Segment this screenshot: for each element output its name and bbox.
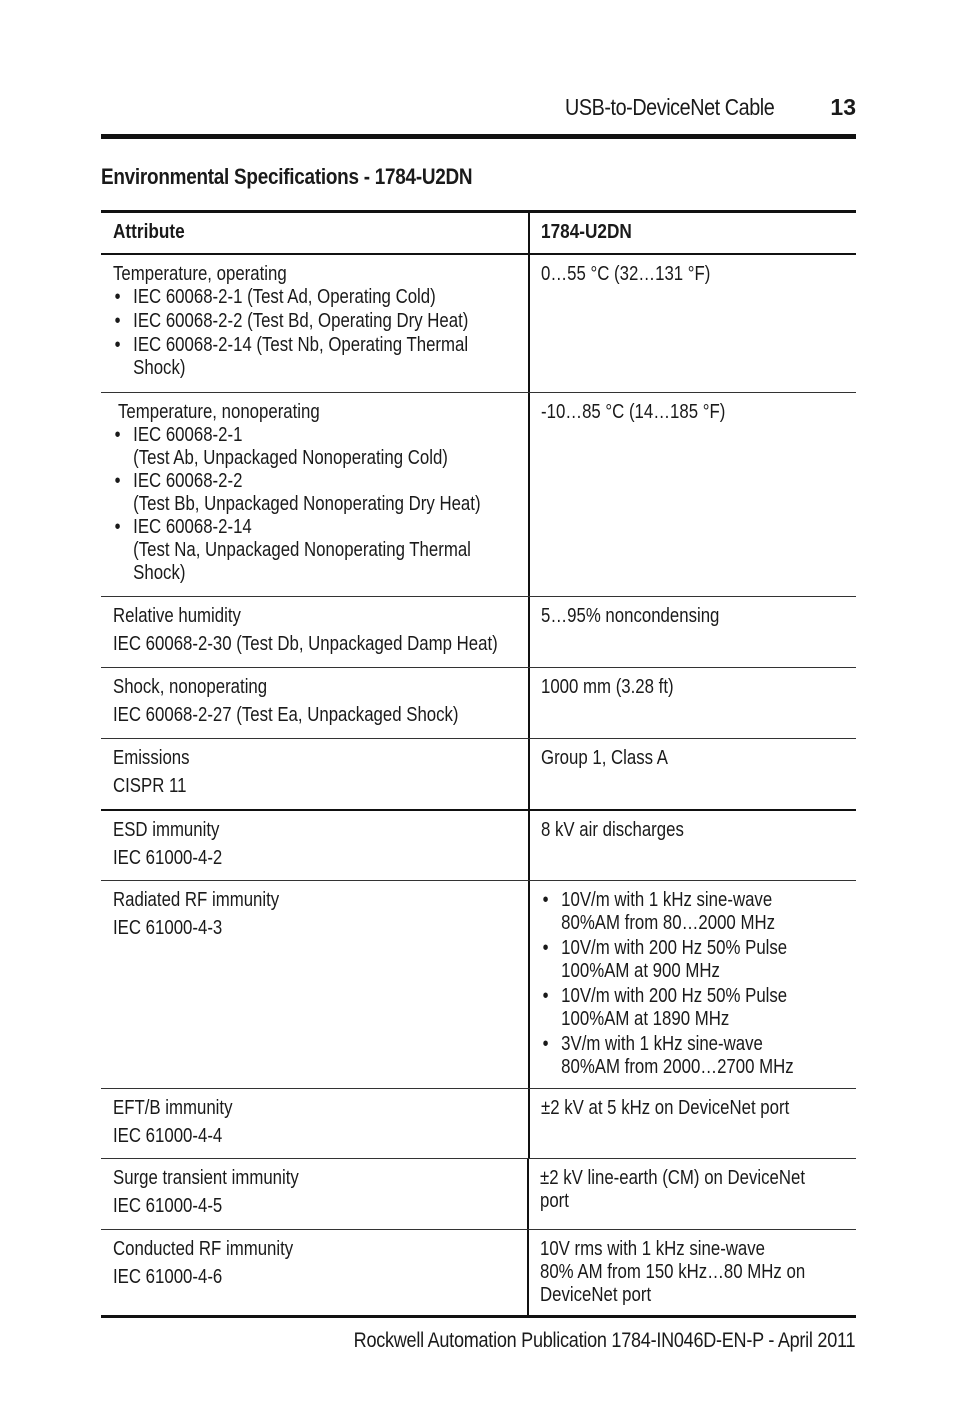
attribute-label: Radiated RF immunity [113, 889, 280, 911]
value-text: 0…55 °C (32…131 °F) [541, 263, 711, 285]
value-bullet: • 3V/m with 1 kHz sine-wave 80%AM from 2000…2700 MHz [541, 1033, 806, 1079]
attribute-label: Conducted RF immunity [113, 1238, 294, 1260]
table-row [101, 1230, 856, 1315]
table-row [101, 881, 856, 1089]
attribute-label: Temperature, nonoperating [118, 401, 320, 423]
table-row [101, 1159, 856, 1230]
page-number: 13 [830, 94, 856, 120]
publication-footer: Rockwell Automation Publication 1784-IN046D-EN-P - April 2011 [353, 1329, 855, 1352]
header-rule [101, 134, 856, 139]
attribute-standard: IEC 61000-4-2 [113, 847, 223, 869]
table-row [101, 668, 856, 739]
attribute-label: Shock, nonoperating [113, 676, 268, 698]
table-row [101, 597, 856, 668]
attribute-continuation: Shock) [133, 562, 186, 584]
table-row [101, 1089, 856, 1159]
attribute-label: Temperature, operating [113, 263, 287, 285]
column-header-model: 1784-U2DN [541, 221, 632, 243]
table-row [101, 393, 856, 597]
value-line: 10V rms with 1 kHz sine-wave [540, 1238, 766, 1260]
value-text: 8 kV air discharges [541, 819, 684, 841]
header-title: USB-to-DeviceNet Cable [565, 94, 775, 120]
attribute-standard: IEC 61000-4-5 [113, 1195, 223, 1217]
value-text: 1000 mm (3.28 ft) [541, 676, 674, 698]
value-text: ±2 kV at 5 kHz on DeviceNet port [541, 1097, 790, 1119]
column-header-attribute: Attribute [113, 221, 185, 243]
attribute-label: Relative humidity [113, 605, 241, 627]
attribute-label: Surge transient immunity [113, 1167, 299, 1189]
table-row [101, 739, 856, 811]
attribute-standard: IEC 61000-4-6 [113, 1266, 223, 1288]
attribute-continuation: (Test Ab, Unpackaged Nonoperating Cold) [133, 447, 448, 469]
table-row [101, 811, 856, 881]
attribute-bullet: • IEC 60068-2-14 [113, 516, 462, 539]
attribute-bullet: • IEC 60068-2-1 (Test Ad, Operating Cold) [113, 286, 462, 309]
value-bullet: • 10V/m with 200 Hz 50% Pulse 100%AM at 900 MHz [541, 937, 806, 983]
attribute-standard: IEC 61000-4-3 [113, 917, 223, 939]
attribute-bullet: • IEC 60068-2-2 [113, 470, 462, 493]
value-line: ±2 kV line-earth (CM) on DeviceNet [540, 1167, 806, 1189]
attribute-label: ESD immunity [113, 819, 220, 841]
attribute-continuation: Shock) [133, 357, 186, 379]
value-line: DeviceNet port [540, 1284, 652, 1306]
attribute-standard: IEC 61000-4-4 [113, 1125, 223, 1147]
value-bullet: • 10V/m with 1 kHz sine-wave 80%AM from 80…2000 MHz [541, 889, 806, 935]
attribute-continuation: (Test Bb, Unpackaged Nonoperating Dry Heat) [133, 493, 481, 515]
page-header [565, 94, 856, 121]
attribute-standard: CISPR 11 [113, 775, 187, 797]
attribute-standard: IEC 60068-2-30 (Test Db, Unpackaged Damp Heat) [113, 633, 498, 655]
attribute-continuation: (Test Na, Unpackaged Nonoperating Thermal [133, 539, 471, 561]
attribute-standard: IEC 60068-2-27 (Test Ea, Unpackaged Shock) [113, 704, 459, 726]
value-line: port [540, 1190, 570, 1212]
value-text: -10…85 °C (14…185 °F) [541, 401, 726, 423]
attribute-bullet: • IEC 60068-2-14 (Test Nb, Operating Thermal [113, 334, 462, 357]
table-row [101, 255, 856, 393]
value-line: 80% AM from 150 kHz…80 MHz on [540, 1261, 806, 1283]
attribute-label: Emissions [113, 747, 190, 769]
value-bullet: • 10V/m with 200 Hz 50% Pulse 100%AM at 1890 MHz [541, 985, 806, 1031]
table-header-row [101, 213, 856, 255]
attribute-bullet: • IEC 60068-2-1 [113, 424, 462, 447]
section-title: Environmental Specifications - 1784-U2DN [101, 164, 473, 189]
spec-table [101, 210, 856, 1318]
value-text: 5…95% noncondensing [541, 605, 720, 627]
value-text: Group 1, Class A [541, 747, 668, 769]
attribute-bullet: • IEC 60068-2-2 (Test Bd, Operating Dry Heat) [113, 310, 462, 333]
attribute-label: EFT/B immunity [113, 1097, 233, 1119]
